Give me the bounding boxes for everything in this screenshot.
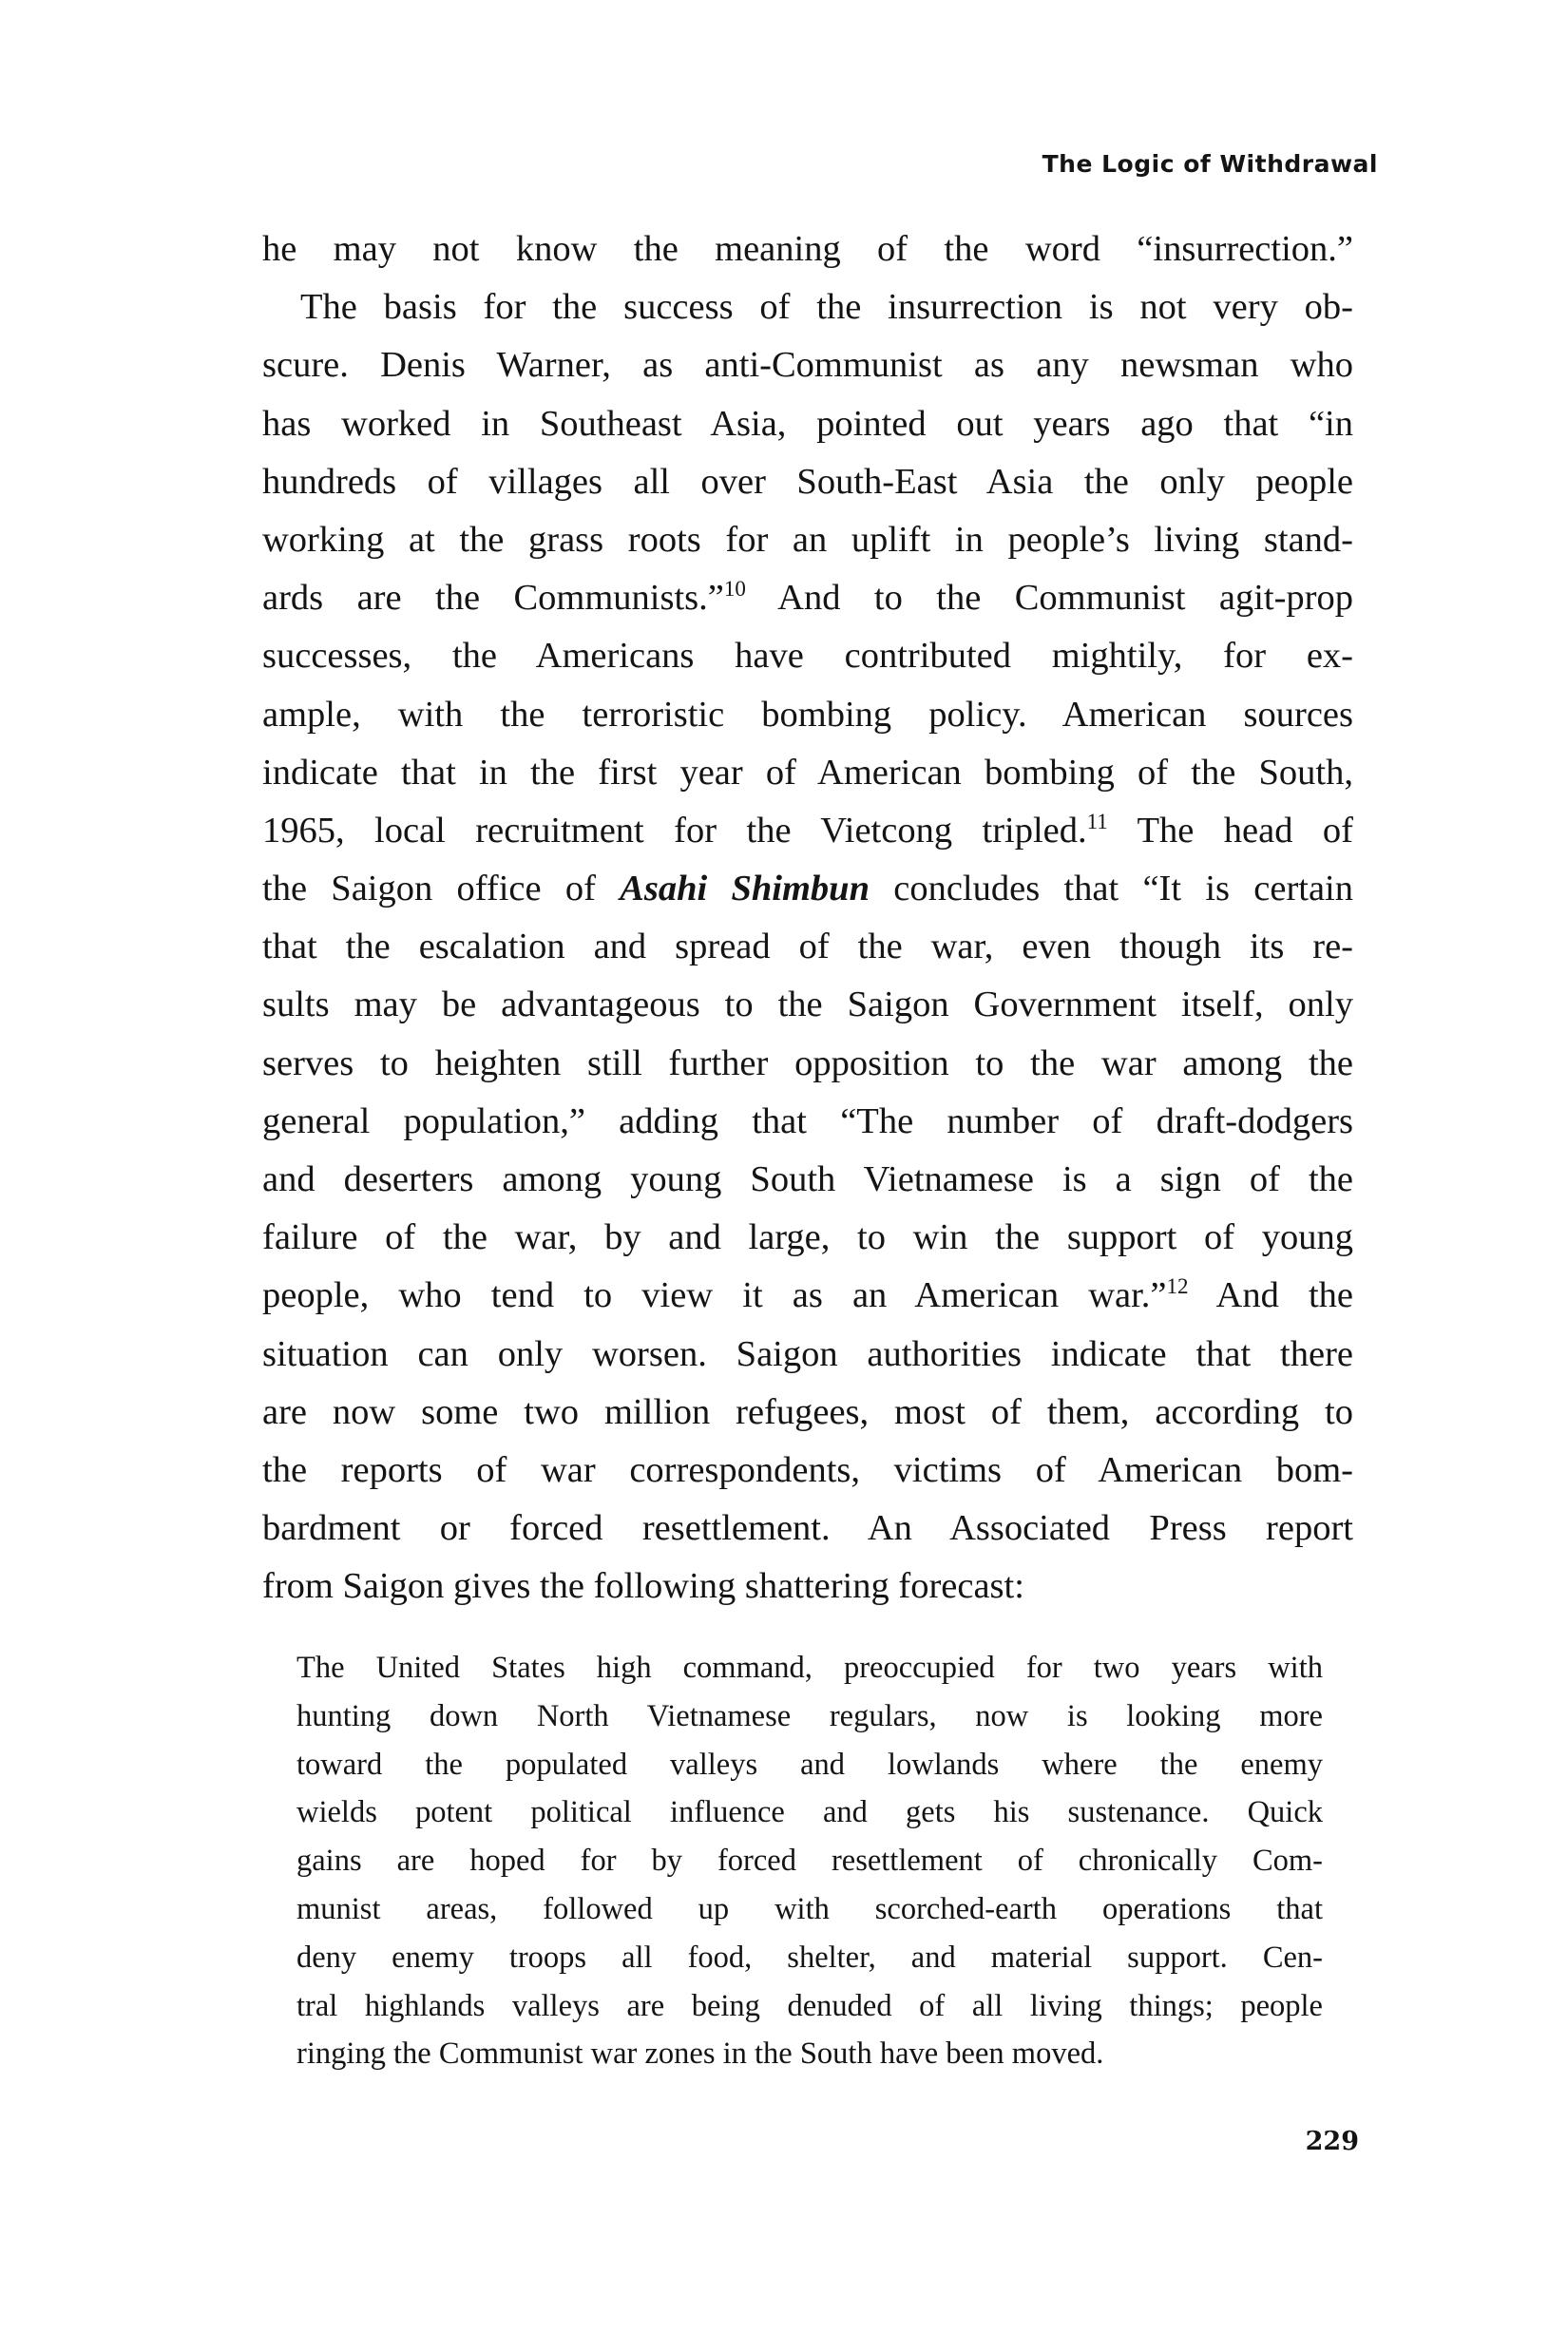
text-line	[262, 860, 1353, 918]
text-line: The basis for the success of the insurrection is not very ob-	[300, 287, 1353, 328]
text-segment: 1965, local recruitment for the Vietcong tripled.	[262, 810, 1087, 851]
text-segment: people, who tend to view it as an American war.”	[262, 1275, 1167, 1316]
footnote-ref: 10	[723, 576, 746, 601]
text-line: and deserters among young South Vietnamese is a sign of the	[262, 1159, 1353, 1199]
text-line: situation can only worsen. Saigon authorities indicate that there	[262, 1333, 1353, 1374]
text-line: working at the grass roots for an uplift in people’s living stand-	[262, 519, 1353, 560]
footnote-ref: 11	[1086, 809, 1108, 833]
quote-line: hunting down North Vietnamese regulars, now is looking more	[296, 1698, 1323, 1733]
quote-line: gains are hoped for by forced resettlement of chronically Com-	[296, 1844, 1323, 1879]
text-line: indicate that in the first year of American bombing of the South,	[262, 752, 1353, 793]
quote-line: deny enemy troops all food, shelter, and material support. Cen-	[296, 1940, 1323, 1975]
quote-line: wields potent political influence and gets his sustenance. Quick	[296, 1795, 1323, 1830]
text-line: scure. Denis Warner, as anti-Communist as any newsman who	[262, 345, 1353, 386]
text-line: the reports of war correspondents, victims of American bom-	[262, 1449, 1353, 1490]
text-line: hundreds of villages all over South-East Asia the only people	[262, 461, 1353, 502]
footnote-ref: 12	[1166, 1274, 1189, 1299]
publication-title: Asahi Shimbun	[620, 869, 870, 909]
text-segment: The head of	[1107, 810, 1353, 851]
block-quote	[296, 1644, 1323, 2078]
text-line: he may not know the meaning of the word “insurrection.”	[262, 229, 1353, 269]
text-line	[262, 802, 1353, 860]
text-line: from Saigon gives the following shattering forecast:	[262, 1566, 1024, 1607]
text-line: bardment or forced resettlement. An Associated Press report	[262, 1508, 1353, 1549]
text-line: failure of the war, by and large, to win the support of young	[262, 1217, 1353, 1258]
text-line: ample, with the terroristic bombing policy. American sources	[262, 694, 1353, 735]
text-line: successes, the Americans have contributed mightily, for ex-	[262, 636, 1353, 677]
quote-line: munist areas, followed up with scorched-earth operations that	[296, 1891, 1323, 1926]
text-segment: And to the Communist agit-prop	[745, 578, 1353, 619]
quote-line: The United States high command, preoccupied for two years with	[296, 1651, 1323, 1685]
quote-line: ringing the Communist war zones in the South have been moved.	[296, 2036, 1104, 2072]
text-line: has worked in Southeast Asia, pointed out years ago that “in	[262, 403, 1353, 444]
text-line	[262, 569, 1353, 627]
body-text	[262, 220, 1353, 1616]
text-line: general population,” adding that “The number of draft-dodgers	[262, 1100, 1353, 1141]
text-segment: ards are the Communists.”	[262, 578, 724, 619]
text-segment: the Saigon office of	[262, 869, 621, 909]
quote-line: tral highlands valleys are being denuded of all living things; people	[296, 1988, 1323, 2023]
text-segment: concludes that “It is certain	[870, 869, 1353, 909]
text-line: are now some two million refugees, most of them, according to	[262, 1391, 1353, 1432]
text-segment: And the	[1188, 1275, 1353, 1316]
text-line: serves to heighten still further opposition to the war among the	[262, 1042, 1353, 1083]
text-line	[262, 1267, 1353, 1325]
text-line: that the escalation and spread of the war, even though its re-	[262, 927, 1353, 967]
text-line: sults may be advantageous to the Saigon Government itself, only	[262, 985, 1353, 1025]
running-head: The Logic of Withdrawal	[1042, 150, 1378, 178]
quote-line: toward the populated valleys and lowlands where the enemy	[296, 1747, 1323, 1782]
page-number: 229	[1305, 2127, 1359, 2156]
